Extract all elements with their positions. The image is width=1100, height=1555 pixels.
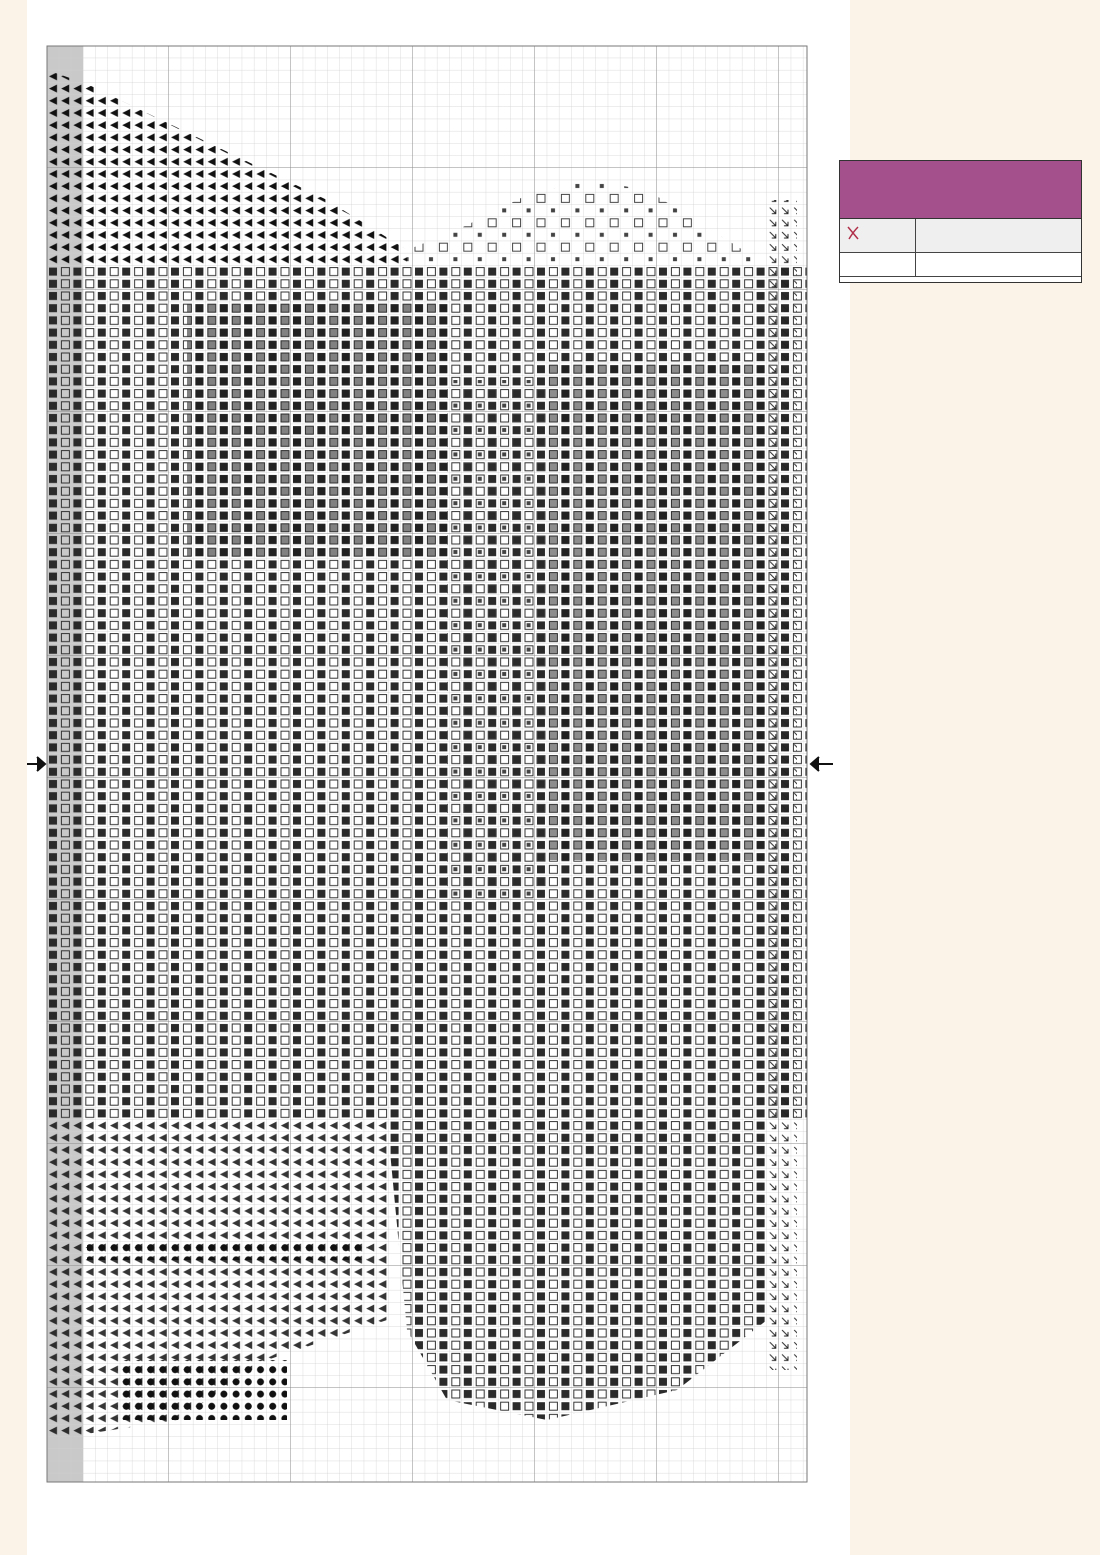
center-arrow-left (27, 757, 45, 771)
stitch-type-label (916, 219, 1081, 252)
dmc-column-header (916, 253, 1081, 276)
cross-stitch-chart (27, 0, 850, 1555)
instructions-note (840, 277, 1081, 282)
legend-stitch-row (840, 219, 1081, 253)
cross-stitch-icon (844, 224, 862, 247)
legend-title (840, 161, 1081, 219)
page-footer (799, 1500, 815, 1540)
pattern-page (27, 0, 850, 1555)
legend-dmc-header (840, 253, 1081, 277)
color-key-legend (839, 160, 1082, 283)
center-arrow-right (811, 757, 833, 771)
